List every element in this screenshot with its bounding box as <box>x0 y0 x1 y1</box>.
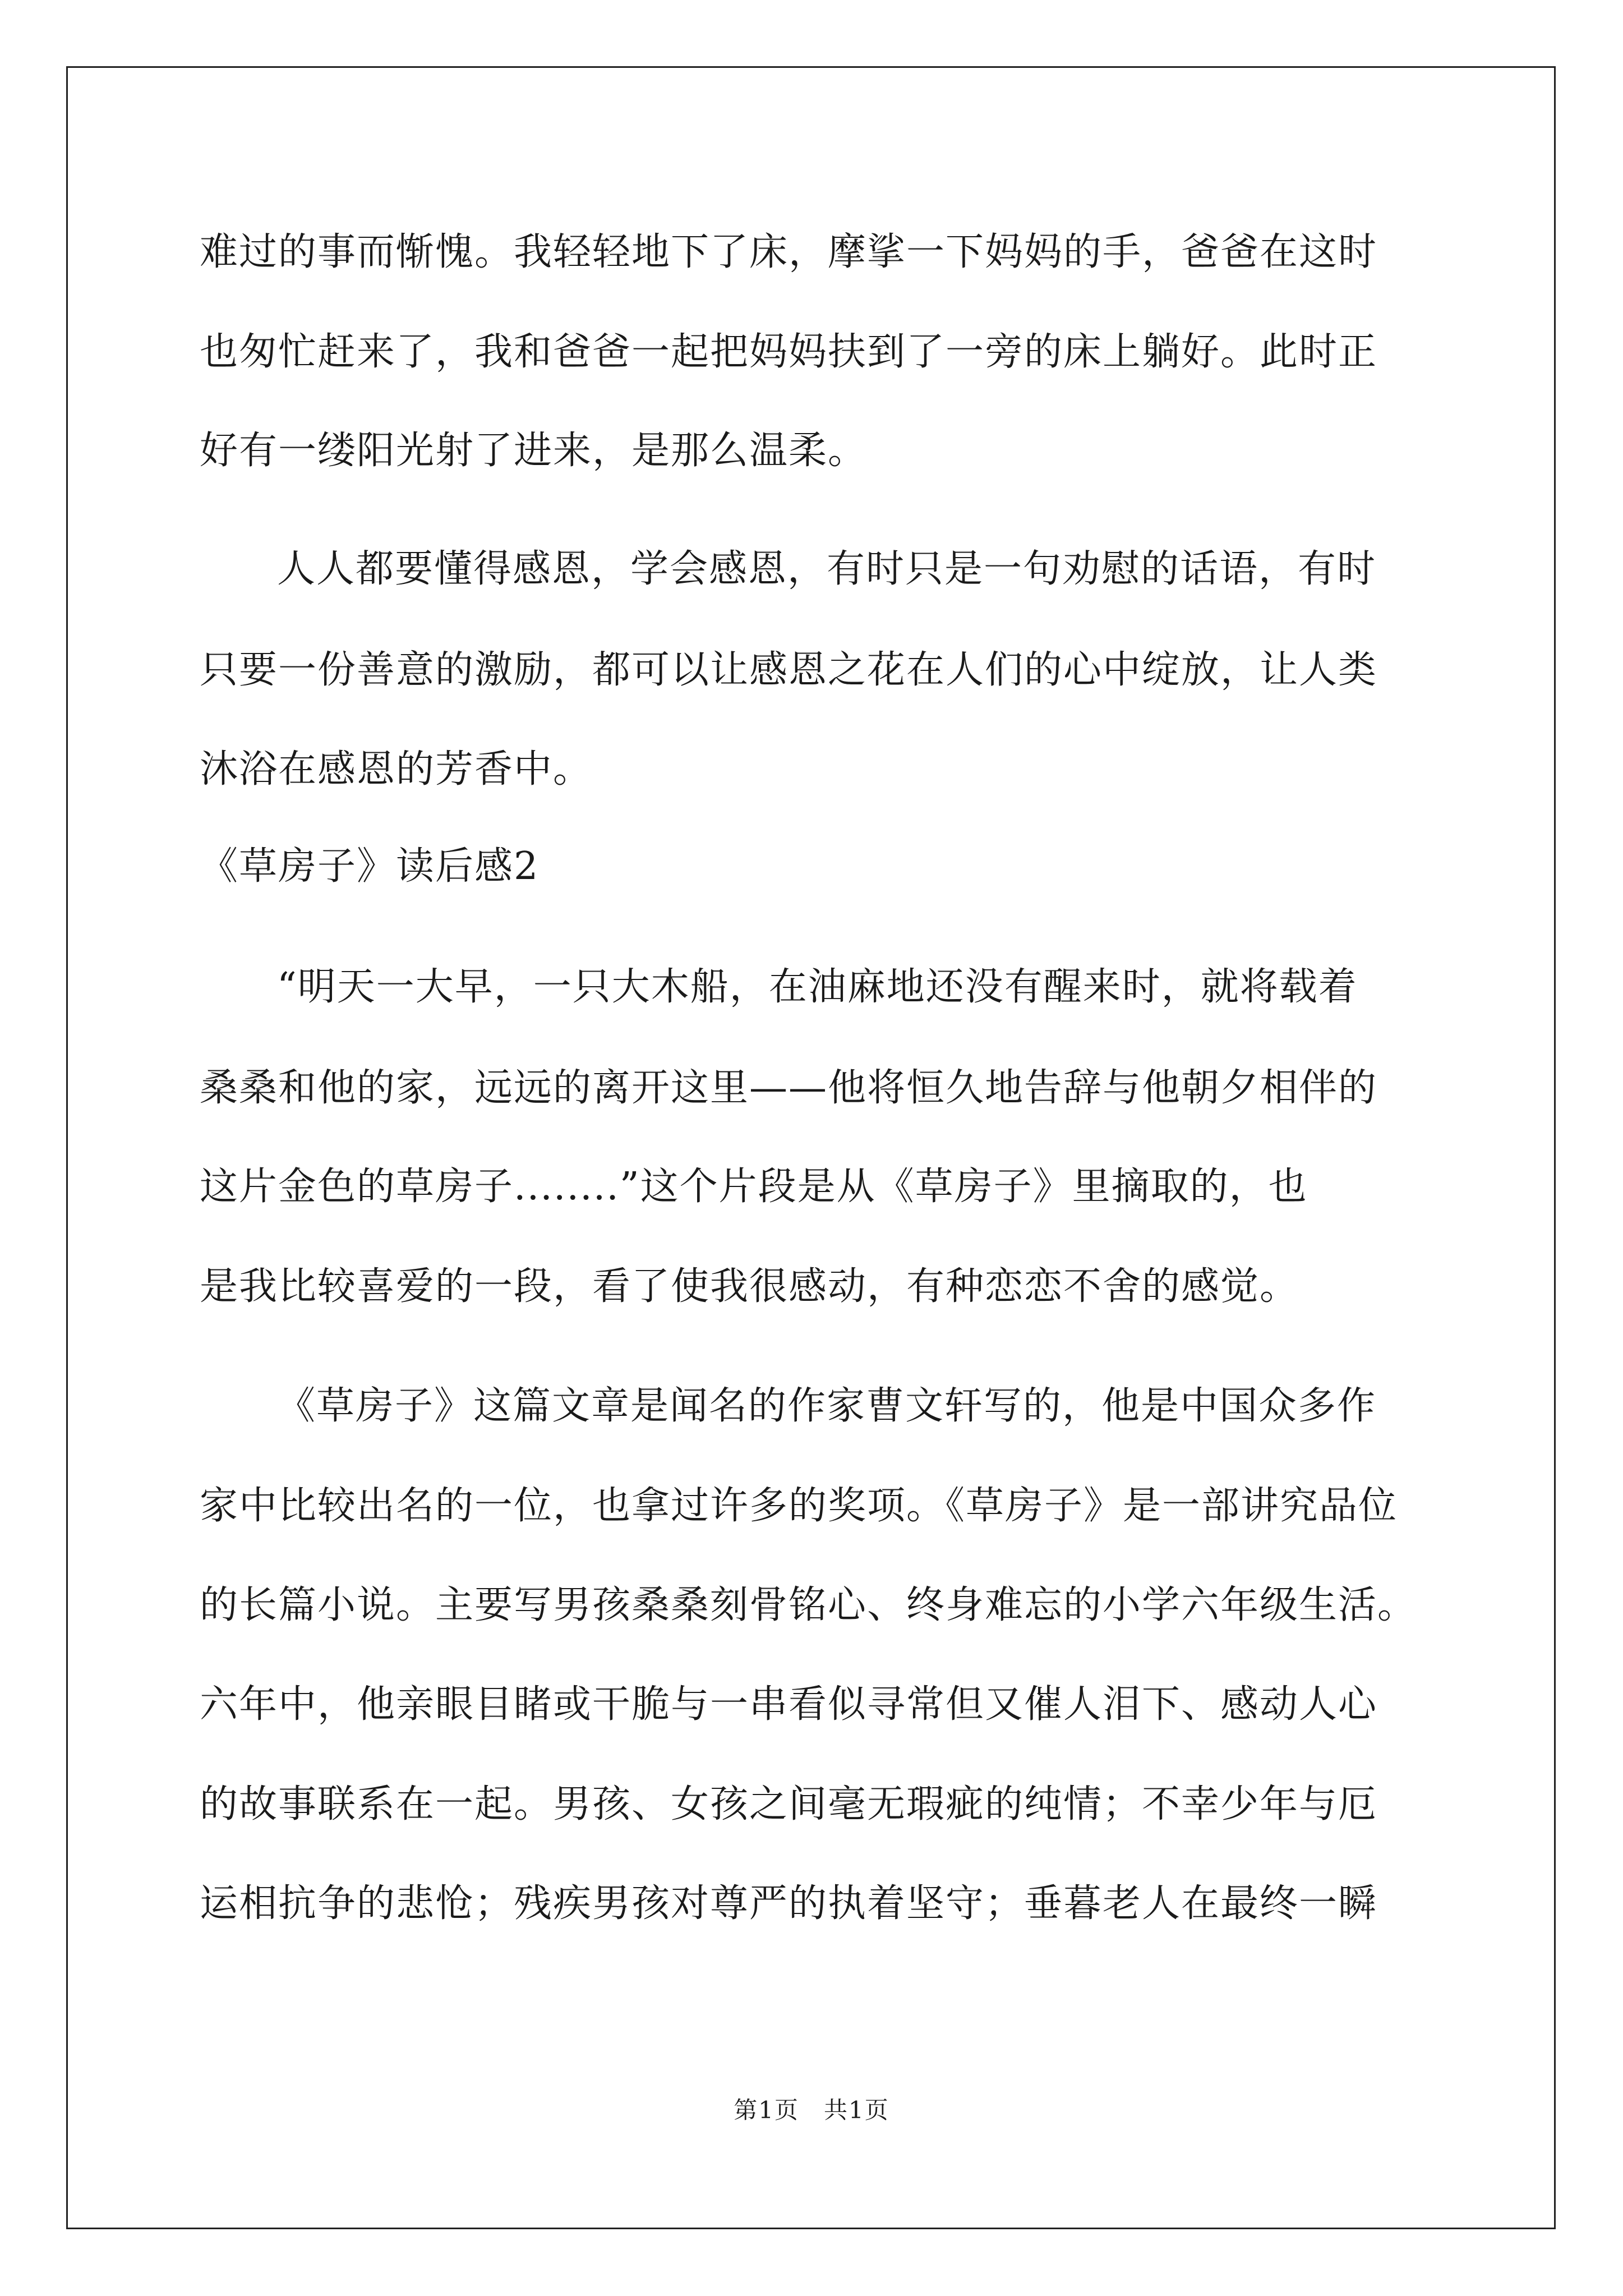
paragraph-line: 这片金色的草房子........”这个片段是从《草房子》里摘取的，也 <box>200 1165 1308 1209</box>
page-footer: 第1页 共1页 <box>734 2096 889 2124</box>
paragraph-line: 六年中，他亲眼目睹或干脆与一串看似寻常但又催人泪下、感动人心 <box>200 1682 1378 1727</box>
paragraph-line: “明天一大早，一只大木船，在油麻地还没有醒来时，就将载着 <box>277 965 1358 1009</box>
paragraph-line: 家中比较出名的一位，也拿过许多的奖项。《草房子》是一部讲究品位 <box>200 1484 1398 1528</box>
paragraph-line: 是我比较喜爱的一段，看了使我很感动，有种恋恋不舍的感觉。 <box>200 1264 1299 1309</box>
paragraph-line: 人人都要懂得感恩，学会感恩，有时只是一句劝慰的话语，有时 <box>277 547 1377 591</box>
paragraph-line: 的故事联系在一起。男孩、女孩之间毫无瑕疵的纯情；不幸少年与厄 <box>200 1782 1378 1826</box>
paragraph-line: 沐浴在感恩的芳香中。 <box>200 747 593 792</box>
section-heading: 《草房子》读后感2 <box>200 844 540 889</box>
paragraph-line: 难过的事而惭愧。我轻轻地下了床，摩挲一下妈妈的手，爸爸在这时 <box>200 230 1378 274</box>
paragraph-line: 《草房子》这篇文章是闻名的作家曹文轩写的，他是中国众多作 <box>277 1384 1377 1428</box>
paragraph-line: 的长篇小说。主要写男孩桑桑刻骨铭心、终身难忘的小学六年级生活。 <box>200 1583 1417 1627</box>
paragraph-line: 桑桑和他的家，远远的离开这里——他将恒久地告辞与他朝夕相伴的 <box>200 1066 1378 1110</box>
paragraph-line: 好有一缕阳光射了进来，是那么温柔。 <box>200 429 868 473</box>
paragraph-line: 也匆忙赶来了，我和爸爸一起把妈妈扶到了一旁的床上躺好。此时正 <box>200 330 1378 374</box>
paragraph-line: 运相抗争的悲怆；残疾男孩对尊严的执着坚守；垂暮老人在最终一瞬 <box>200 1881 1378 1926</box>
paragraph-line: 只要一份善意的激励，都可以让感恩之花在人们的心中绽放，让人类 <box>200 648 1378 692</box>
